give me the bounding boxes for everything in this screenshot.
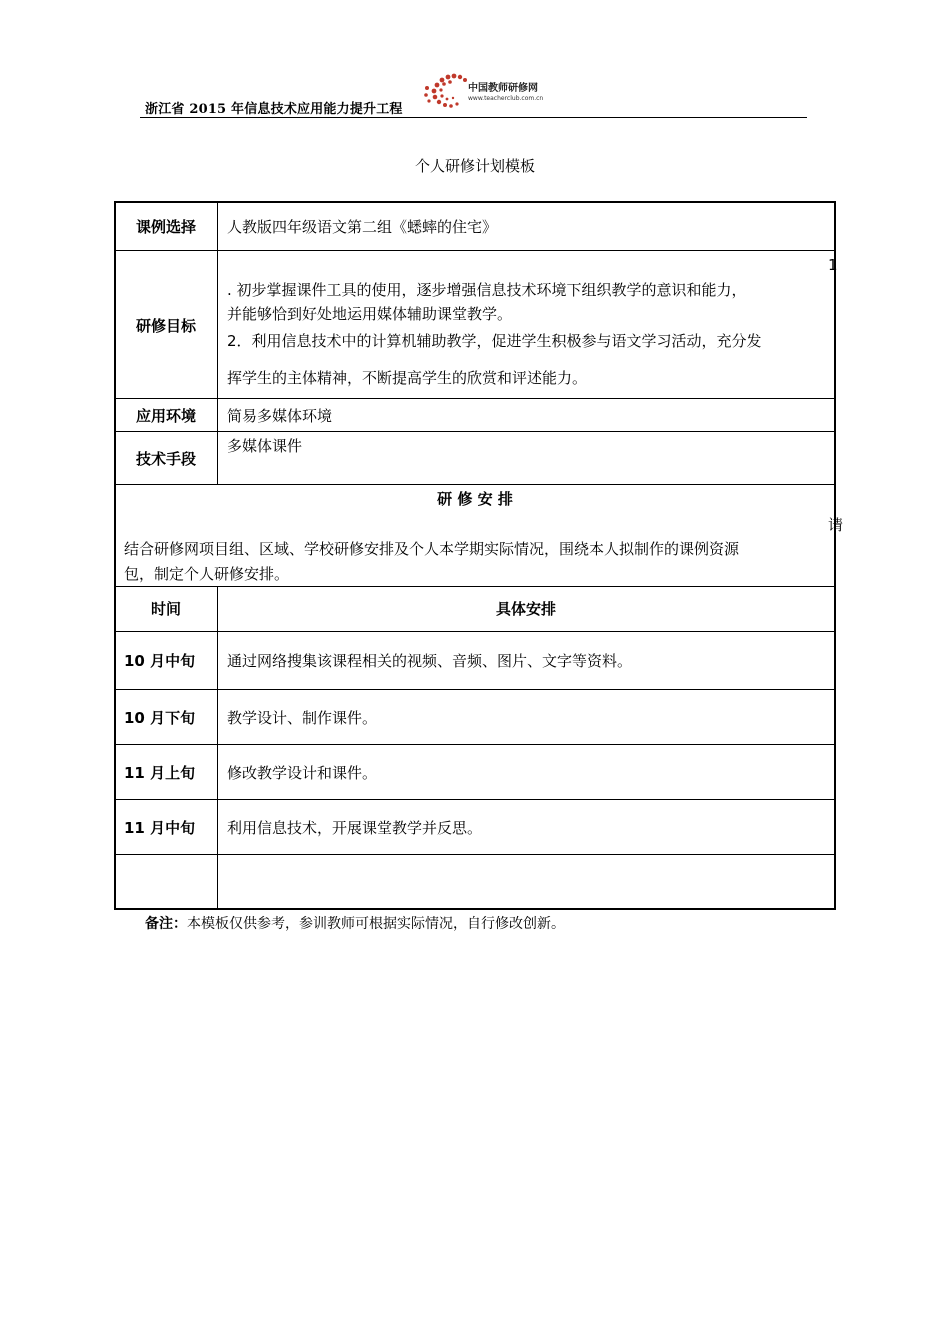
row-divider (116, 689, 834, 690)
row-divider (116, 431, 834, 432)
document-title: 个人研修计划模板 (414, 157, 535, 175)
row-divider (116, 854, 834, 855)
tech-label: 技术手段 (135, 450, 196, 468)
goal-label: 研修目标 (135, 317, 196, 335)
env-label: 应用环境 (135, 407, 196, 425)
footer-note-text: 本模板仅供参考，参训教师可根据实际情况，自行修改创新。 (187, 916, 565, 932)
row-divider (116, 484, 834, 485)
column-header-plan: 具体安排 (495, 600, 556, 618)
schedule-time-2: 10 月下旬 (124, 709, 196, 727)
schedule-time-1: 10 月中旬 (124, 652, 196, 670)
arrangement-desc-line-1: 结合研修网项目组、区域、学校研修安排及个人本学期实际情况，围绕本人拟制作的课例资源 (124, 540, 740, 558)
env-value: 简易多媒体环境 (227, 407, 333, 425)
schedule-plan-2: 教学设计、制作课件。 (227, 709, 378, 727)
row-divider (116, 586, 834, 587)
schedule-plan-4: 利用信息技术，开展课堂教学并反思。 (227, 819, 483, 837)
arrangement-desc-line-2: 包，制定个人研修安排。 (124, 565, 290, 583)
row-divider (116, 799, 834, 800)
logo-name: 中国教师研修网 (468, 83, 538, 94)
tech-value: 多媒体课件 (227, 437, 303, 455)
column-divider (217, 203, 218, 484)
schedule-plan-1: 通过网络搜集该课程相关的视频、音频、图片、文字等资料。 (227, 652, 633, 670)
header-divider (140, 117, 807, 118)
schedule-time-4: 11 月中旬 (124, 819, 196, 837)
row-divider (116, 744, 834, 745)
logo-url: www.teacherclub.com.cn (468, 95, 544, 102)
goal-number: 1 (828, 256, 838, 274)
course-label: 课例选择 (135, 218, 196, 236)
goal-line-2: 并能够恰到好处地运用媒体辅助课堂教学。 (227, 305, 513, 323)
footer-note (145, 913, 565, 933)
schedule-time-3: 11 月上旬 (124, 764, 196, 782)
column-divider (217, 586, 218, 908)
arrangement-heading: 研 修 安 排 (437, 490, 513, 508)
footer-note-label: 备注： (145, 916, 187, 932)
course-value: 人教版四年级语文第二组《蟋蟀的住宅》 (227, 218, 498, 236)
goal-line-3: 2．利用信息技术中的计算机辅助教学，促进学生积极参与语文学习活动，充分发 (227, 332, 762, 350)
row-divider (116, 631, 834, 632)
goal-line-4: 挥学生的主体精神，不断提高学生的欣赏和评述能力。 (227, 369, 588, 387)
row-divider (116, 250, 834, 251)
header-project-title: 浙江省 2015 年信息技术应用能力提升工程 (145, 102, 403, 117)
plan-table (114, 201, 836, 910)
goal-line-1: . 初步掌握课件工具的使用，逐步增强信息技术环境下组织教学的意识和能力， (227, 281, 747, 299)
schedule-plan-3: 修改教学设计和课件。 (227, 764, 378, 782)
column-header-time: 时间 (150, 600, 181, 618)
stray-character: 请 (828, 516, 844, 534)
row-divider (116, 398, 834, 399)
